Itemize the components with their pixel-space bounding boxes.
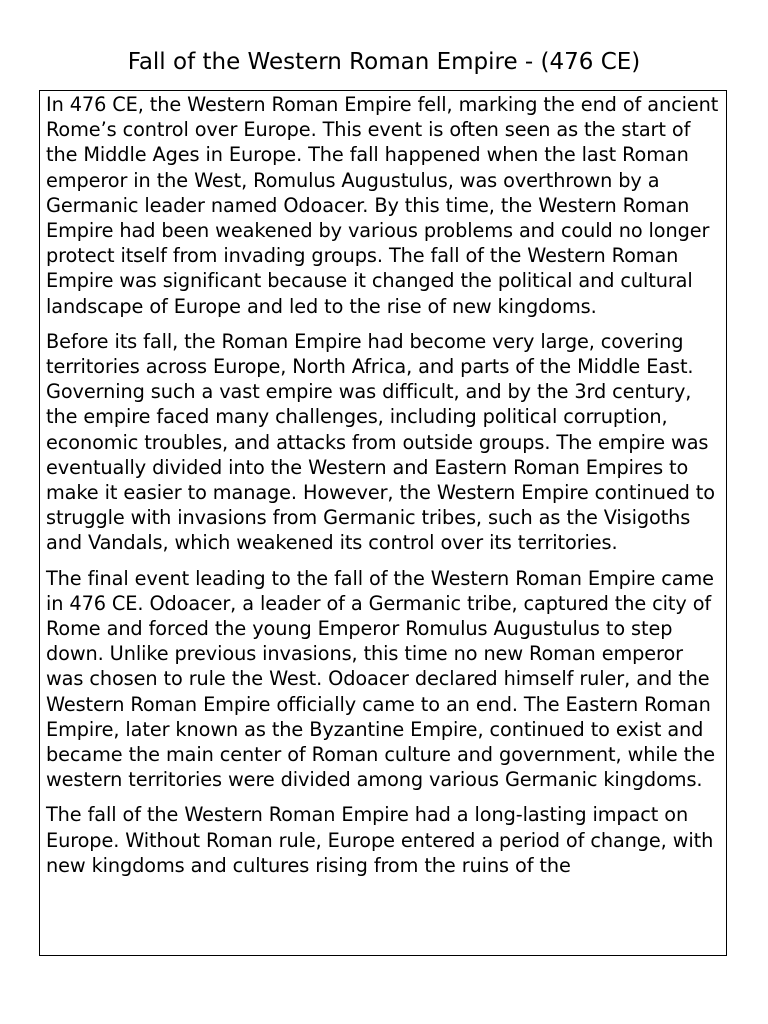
paragraph-1: In 476 CE, the Western Roman Empire fell, marking the end of ancient Rome’s control over Europe. This event is often seen as the start of the Middle Ages in Europe. The fall happened when the last Roman emperor in the West, Romulus Augustulus, was overthrown by a Germanic leader named Odoacer. By this time, the Western Roman Empire had been weakened by various problems and could no longer protect itself from invading groups. The fall of the Western Roman Empire was significant because it changed the political and cultural landscape of Europe and led to the rise of new kingdoms. xyxy=(46,93,719,318)
page-title: Fall of the Western Roman Empire - (476 CE) xyxy=(127,49,641,75)
paragraph-3: The final event leading to the fall of the Western Roman Empire came in 476 CE. Odoacer, a leader of a Germanic tribe, captured the city of Rome and forced the young Emperor Romulus Augustulus to step down. Unlike previous invasions, this time no new Roman emperor was chosen to rule the West. Odoacer declared himself ruler, and the Western Roman Empire officially came to an end. The Eastern Roman Empire, later known as the Byzantine Empire, continued to exist and became the main center of Roman culture and government, while the western territories were divided among various Germanic kingdoms. xyxy=(46,566,716,792)
paragraph-2: Before its fall, the Roman Empire had become very large, covering territories across Europe, North Africa, and parts of the Middle East. Governing such a vast empire was difficult, and by the 3rd century, the empire faced many challenges, including political corruption, economic troubles, and attacks from outside groups. The empire was eventually divided into the Western and Eastern Roman Empires to make it easier to manage. However, the Western Empire continued to struggle with invasions from Germanic tribes, such as the Visigoths and Vandals, which weakened its control over its territories. xyxy=(46,329,715,555)
paragraph-4: The fall of the Western Roman Empire had a long-lasting impact on Europe. Without Roman rule, Europe entered a period of change, with new kingdoms and cultures rising from the ruins of the xyxy=(46,803,714,877)
text-box xyxy=(39,90,727,956)
